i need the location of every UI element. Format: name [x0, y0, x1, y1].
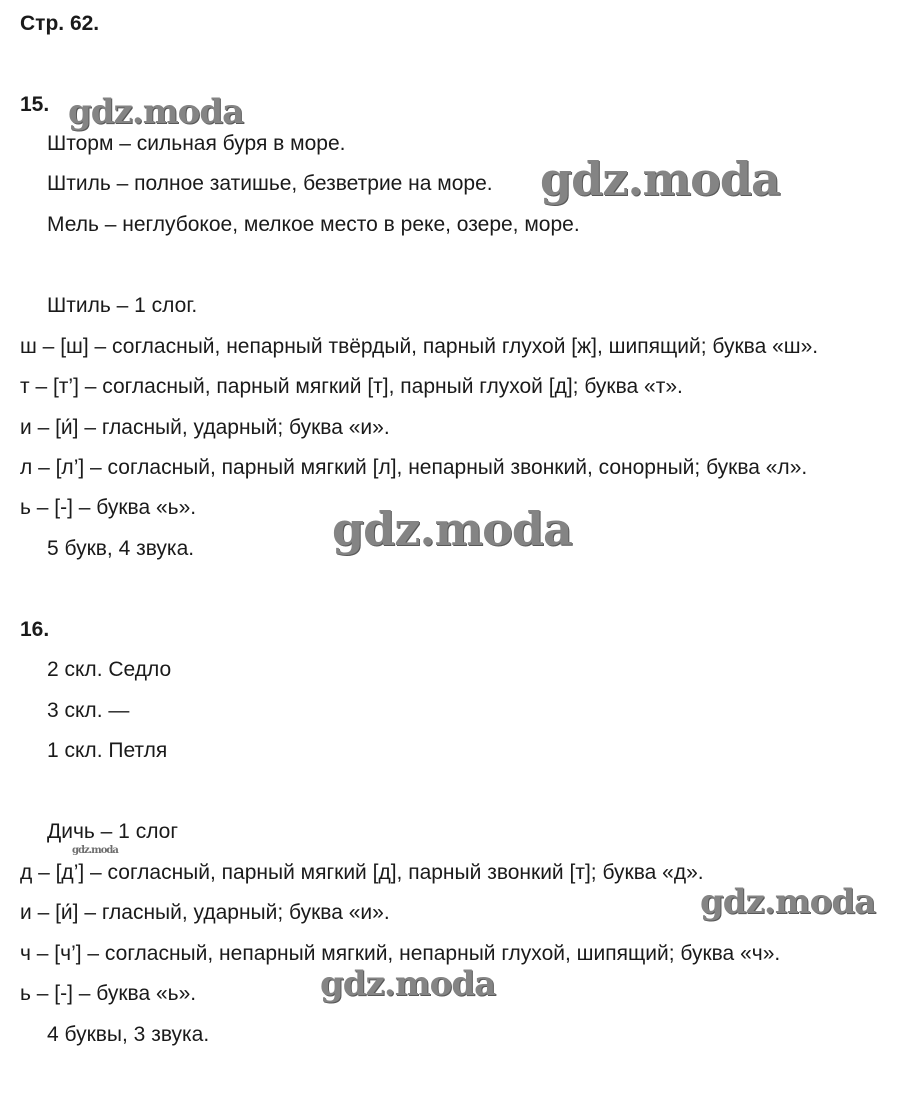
watermark: gdz.moda	[540, 152, 780, 206]
watermark: gdz.moda	[68, 92, 244, 132]
analysis-line: д – [д’] – согласный, парный мягкий [д], парный звонкий [т]; буква «д».	[20, 861, 704, 884]
watermark: gdz.moda	[332, 502, 572, 556]
task-16-number: 16.	[20, 618, 50, 641]
watermark: gdz.moda	[320, 964, 496, 1004]
analysis-line: и – [и́] – гласный, ударный; буква «и».	[20, 901, 390, 924]
declension-line: 2 скл. Седло	[47, 658, 172, 681]
summary-line: 5 букв, 4 звука.	[47, 537, 195, 560]
task-15-number: 15.	[20, 93, 50, 116]
declension-line: 3 скл. —	[47, 699, 130, 722]
word-heading: Штиль – 1 слог.	[47, 294, 198, 317]
analysis-line: т – [т’] – согласный, парный мягкий [т], парный глухой [д]; буква «т».	[20, 375, 683, 398]
watermark: gdz.moda	[72, 845, 118, 856]
summary-line: 4 буквы, 3 звука.	[47, 1023, 210, 1046]
word-heading: Дичь – 1 слог	[47, 820, 179, 843]
analysis-line: ч – [ч’] – согласный, непарный мягкий, непарный глухой, шипящий; буква «ч».	[20, 942, 781, 965]
analysis-line: ь – [-] – буква «ь».	[20, 982, 197, 1005]
analysis-line: л – [л’] – согласный, парный мягкий [л], непарный звонкий, сонорный; буква «л».	[20, 456, 808, 479]
page-title: Стр. 62.	[20, 12, 100, 35]
watermark: gdz.moda	[700, 882, 876, 922]
analysis-line: ь – [-] – буква «ь».	[20, 496, 197, 519]
declension-line: 1 скл. Петля	[47, 739, 168, 762]
analysis-line: ш – [ш] – согласный, непарный твёрдый, парный глухой [ж], шипящий; буква «ш».	[20, 335, 819, 358]
analysis-line: и – [и́] – гласный, ударный; буква «и».	[20, 416, 390, 439]
definition-line: Шторм – сильная буря в море.	[47, 132, 346, 155]
definition-line: Штиль – полное затишье, безветрие на море.	[47, 172, 493, 195]
definition-line: Мель – неглубокое, мелкое место в реке, озере, море.	[47, 213, 580, 236]
